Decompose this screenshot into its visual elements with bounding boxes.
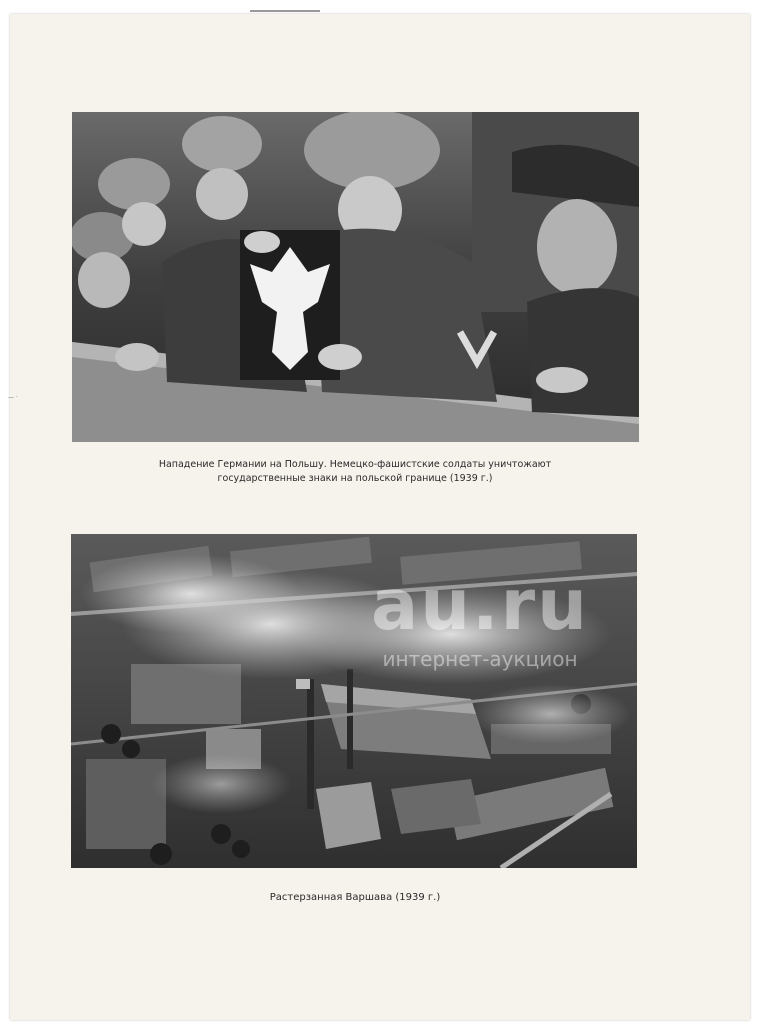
top-edge-mark <box>250 10 320 12</box>
photo1-caption-line1: Нападение Германии на Польшу. Немецко-фашистские солдаты уничтожают <box>158 459 552 470</box>
photo2-caption: Растерзанная Варшава (1939 г.) <box>269 892 441 903</box>
photo-soldiers-polish-eagle <box>72 112 639 442</box>
watermark-logo: au.ru <box>370 564 590 646</box>
photo-warsaw-image <box>71 534 637 868</box>
margin-mark: — · <box>8 394 18 401</box>
document-page <box>10 14 750 1020</box>
photo1-caption <box>70 458 640 486</box>
photo1-caption-line2: государственные знаки на польской границе (1939 г.) <box>217 473 493 484</box>
photo-soldiers-image <box>72 112 639 442</box>
photo-aerial-warsaw <box>71 534 637 868</box>
watermark-subtitle: интернет-аукцион <box>382 647 578 671</box>
